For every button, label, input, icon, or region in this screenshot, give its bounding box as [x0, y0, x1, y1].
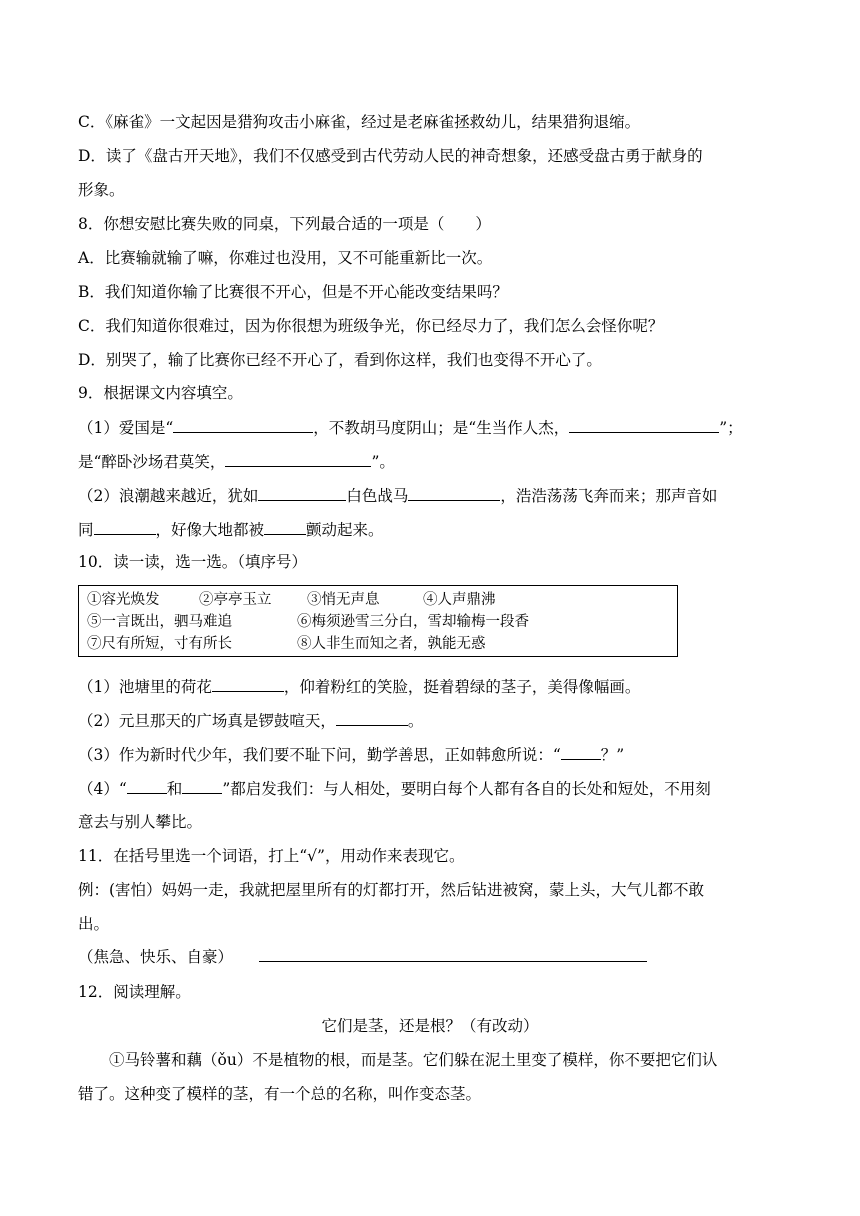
- q10-text: ？”: [600, 746, 625, 764]
- q7-option-d-line2: 形象。: [78, 181, 125, 199]
- q10-sentence-3: [78, 744, 624, 765]
- q9-text: （2）浪潮越来越近，犹如: [78, 487, 259, 505]
- answer-blank[interactable]: [408, 485, 500, 501]
- answer-blank[interactable]: [336, 710, 408, 726]
- q10-text: （3）作为新时代少年，我们要不耻下问，勤学善思，正如韩愈所说：“: [78, 746, 561, 764]
- q9-part2-line1: [78, 485, 717, 506]
- q11-choice: （焦急、快乐、自豪）: [78, 948, 234, 966]
- q10-stem: 10．读一读，选一选。（填序号）: [78, 553, 307, 571]
- q8-option-c: C．我们知道你很难过，因为你很想为班级争光，你已经尽力了，我们怎么会怪你呢？: [78, 317, 664, 335]
- q9-part1-line2: [78, 451, 395, 472]
- q8-stem: 8．你想安慰比赛失败的同桌，下列最合适的一项是（ ）: [78, 215, 491, 233]
- option-item: ⑦尺有所短，寸有所长: [87, 636, 232, 652]
- q9-text: 同: [78, 521, 94, 539]
- options-box: [78, 585, 678, 657]
- q10-sentence-2: [78, 710, 423, 731]
- option-item: ⑧人非生而知之者，孰能无惑: [297, 636, 486, 652]
- q11-choice-line: [78, 946, 647, 967]
- q9-text: 颤动起来。: [306, 521, 384, 539]
- q8-option-b: B．我们知道你输了比赛很不开心，但是不开心能改变结果吗？: [78, 283, 508, 301]
- q10-text: （1）池塘里的荷花: [78, 678, 212, 696]
- q9-stem: 9．根据课文内容填空。: [78, 384, 243, 402]
- q10-text: ，仰着粉红的笑脸，挺着碧绿的茎子，美得像幅画。: [283, 678, 641, 696]
- option-item: ①容光焕发: [87, 592, 160, 608]
- option-item: ⑤一言既出，驷马难追: [87, 614, 232, 630]
- q7-option-d-line1: D．读了《盘古开天地》，我们不仅感受到古代劳动人民的神奇想象，还感受盘古勇于献身的: [78, 147, 703, 165]
- passage-paragraph-line1: ①马铃薯和藕（ǒu）不是植物的根，而是茎。它们躲在泥土里变了模样，你不要把它们认: [78, 1051, 718, 1069]
- q9-text: ，不教胡马度阴山；是“生当作人杰，: [313, 419, 570, 437]
- answer-line[interactable]: [259, 946, 647, 962]
- option-item: ②亭亭玉立: [199, 592, 272, 608]
- q9-part1-line1: [78, 417, 743, 438]
- q11-example-line1: 例：(害怕）妈妈一走，我就把屋里所有的灯都打开，然后钻进被窝，蒙上头，大气儿都不敢: [78, 881, 705, 899]
- q10-sentence-4-line1: [78, 778, 711, 799]
- q10-text: 。: [407, 712, 424, 730]
- answer-blank[interactable]: [182, 778, 222, 794]
- q9-part2-line2: [78, 519, 384, 540]
- option-item: ③悄无声息: [307, 592, 380, 608]
- q9-text: ”；: [719, 419, 743, 437]
- q9-text: 是“醉卧沙场君莫笑，: [78, 453, 226, 471]
- passage-title: 它们是茎，还是根？（有改动）: [321, 1017, 539, 1035]
- q10-text: 和: [166, 780, 183, 798]
- q12-stem: 12．阅读理解。: [78, 983, 191, 1001]
- q8-option-a: A．比赛输就输了嘛，你难过也没用，又不可能重新比一次。: [78, 249, 493, 267]
- option-item: ⑥梅须逊雪三分白，雪却输梅一段香: [297, 614, 529, 630]
- answer-blank[interactable]: [258, 485, 346, 501]
- q9-text: ，好像大地都被: [155, 521, 265, 539]
- q10-sentence-1: [78, 676, 640, 697]
- q10-sentence-4-line2: 意去与别人攀比。: [78, 813, 203, 831]
- answer-blank[interactable]: [127, 778, 167, 794]
- answer-blank[interactable]: [94, 519, 156, 535]
- q11-example-line2: 出。: [78, 915, 110, 933]
- q9-text: ”。: [371, 453, 395, 471]
- q10-text: ”都启发我们：与人相处，要明白每个人都有各自的长处和短处，不用刻: [222, 780, 711, 798]
- q8-option-d: D．别哭了，输了比赛你已经不开心了，看到你这样，我们也变得不开心了。: [78, 351, 602, 369]
- q9-text: （1）爱国是“: [78, 419, 174, 437]
- answer-blank[interactable]: [569, 417, 719, 433]
- answer-blank[interactable]: [173, 417, 313, 433]
- option-item: ④人声鼎沸: [423, 592, 496, 608]
- answer-blank[interactable]: [264, 519, 306, 535]
- q11-stem: 11．在括号里选一个词语，打上“√”，用动作来表现它。: [78, 847, 465, 865]
- answer-blank[interactable]: [212, 676, 284, 692]
- answer-blank[interactable]: [561, 744, 601, 760]
- q7-option-c: C．《麻雀》一文起因是猎狗攻击小麻雀，经过是老麻雀拯救幼儿，结果猎狗退缩。: [78, 113, 641, 131]
- q10-text: （2）元旦那天的广场真是锣鼓喧天，: [78, 712, 336, 730]
- passage-paragraph-line2: 错了。这种变了模样的茎，有一个总的名称，叫作变态茎。: [78, 1085, 482, 1103]
- q10-text: （4）“: [78, 780, 127, 798]
- q9-text: 白色战马: [346, 487, 409, 505]
- q9-text: ，浩浩荡荡飞奔而来；那声音如: [500, 487, 718, 505]
- answer-blank[interactable]: [225, 451, 371, 467]
